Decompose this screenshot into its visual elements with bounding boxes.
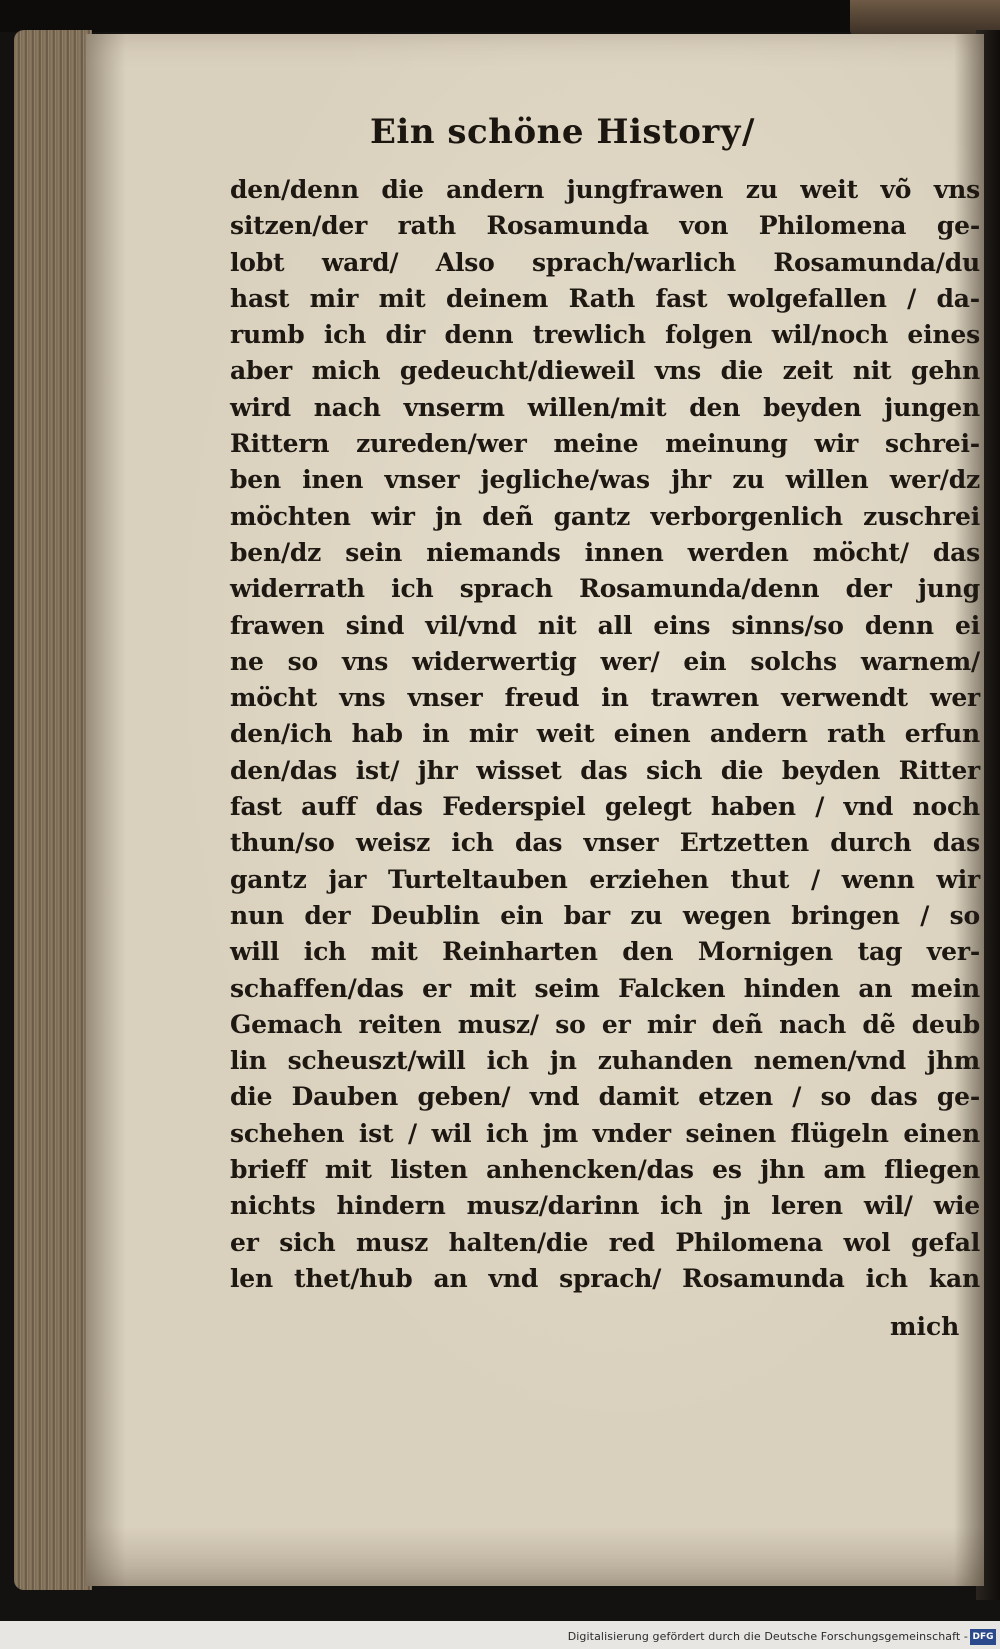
- text-line: gantz jar Turteltauben erziehen thut / wenn wir: [230, 864, 980, 894]
- funding-credit: Digitalisierung gefördert durch die Deutsche Forschungsgemeinschaft -: [567, 1630, 968, 1643]
- text-line: nichts hindern musz/darinn ich jn leren wil/ wie: [230, 1191, 980, 1221]
- page-edges: [14, 30, 92, 1590]
- dfg-logo: DFG: [970, 1629, 996, 1645]
- text-line: wird nach vnserm willen/mit den beyden jungen: [230, 392, 980, 422]
- text-line: len thet/hub an vnd sprach/ Rosamunda ich kan: [230, 1263, 980, 1293]
- text-line: sitzen/der rath Rosamunda von Philomena ge-: [230, 211, 980, 241]
- text-line: thun/so weisz ich das vnser Ertzetten durch das: [230, 828, 980, 858]
- text-line: hast mir mit deinem Rath fast wolgefallen / da-: [230, 283, 980, 313]
- text-line: den/das ist/ jhr wisset das sich die beyden Ritter: [230, 755, 980, 785]
- footer-bar: [0, 1621, 1000, 1649]
- text-line: fast auff das Federspiel gelegt haben / vnd noch: [230, 792, 980, 822]
- text-line: ne so vns widerwertig wer/ ein solchs warnem/: [230, 646, 980, 676]
- running-head: Ein schöne Historу/: [370, 112, 755, 152]
- text-line: schehen ist / wil ich jm vnder seinen flügeln einen: [230, 1118, 980, 1148]
- text-line: er sich musz halten/die red Philomena wol gefal: [230, 1227, 980, 1257]
- text-line: möcht vns vnser freud in trawren verwendt wer: [230, 683, 980, 713]
- text-line: brieff mit listen anhencken/das es jhn am fliegen: [230, 1155, 980, 1185]
- text-line: möchten wir jn deñ gantz verborgenlich zuschrei: [230, 501, 980, 531]
- text-line: nun der Deublin ein bar zu wegen bringen / so: [230, 900, 980, 930]
- text-line: aber mich gedeucht/dieweil vns die zeit nit gehn: [230, 356, 980, 386]
- text-block: [230, 172, 980, 1297]
- text-line: widerrath ich sprach Rosamunda/denn der jung: [230, 574, 980, 604]
- text-line: den/denn die andern jungfrawen zu weit võ vns: [230, 175, 980, 204]
- text-line: ben/dz sein niemands innen werden möcht/ das: [230, 537, 980, 567]
- text-line: schaffen/das er mit seim Falcken hinden an mein: [230, 973, 980, 1003]
- text-line: ben inen vnser jegliche/was jhr zu willen wer/dz: [230, 465, 980, 495]
- text-line: Rittern zureden/wer meine meinung wir schrei-: [230, 429, 980, 459]
- text-line: lin scheuszt/will ich jn zuhanden nemen/vnd jhm: [230, 1046, 980, 1076]
- text-line: Gemach reiten musz/ so er mir deñ nach dẽ deub: [230, 1009, 980, 1039]
- text-line: will ich mit Reinharten den Mornigen tag ver-: [230, 937, 980, 967]
- text-line: die Dauben geben/ vnd damit etzen / so das ge-: [230, 1082, 980, 1112]
- catchword: mich: [890, 1312, 960, 1341]
- text-line: lobt ward/ Also sprach/warlich Rosamunda/du: [230, 247, 980, 277]
- text-line: rumb ich dir denn trewlich folgen wil/noch eines: [230, 320, 980, 350]
- text-line: frawen sind vil/vnd nit all eins sinns/so denn ei: [230, 610, 980, 640]
- text-line: den/ich hab in mir weit einen andern rath erfun: [230, 719, 980, 749]
